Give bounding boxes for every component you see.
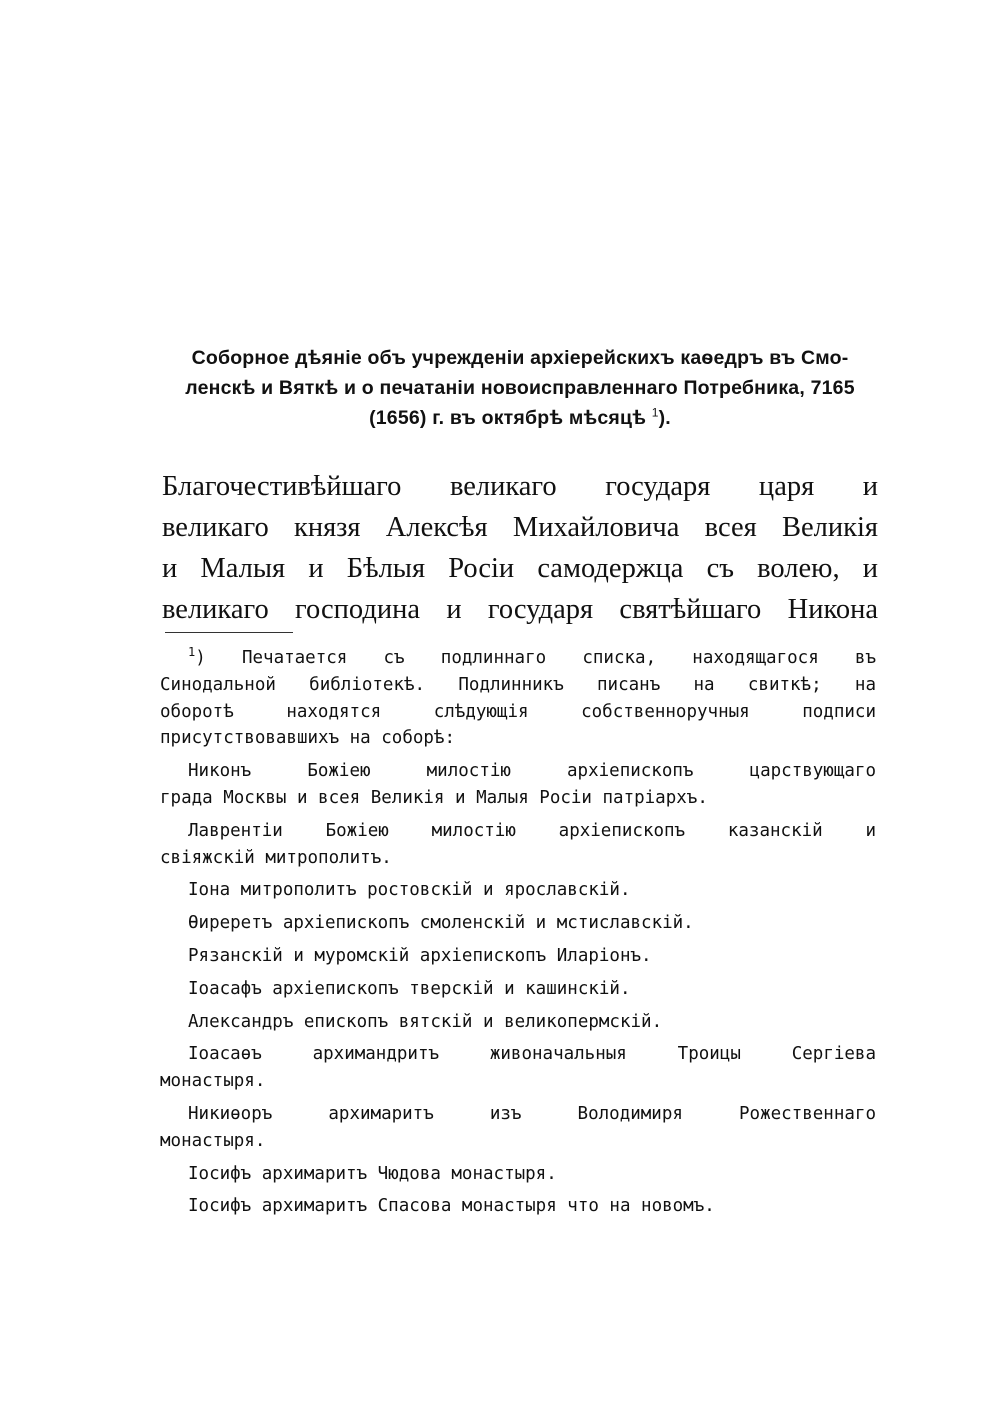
signature-line: Іосифъ архимаритъ Чюдова монастыря. bbox=[188, 1163, 557, 1184]
title-line: Соборное дѣяніе объ учрежденіи архіерейскихъ каѳедръ въ Смо- bbox=[191, 347, 849, 369]
signature-entry bbox=[160, 1009, 876, 1036]
signature-entry bbox=[160, 943, 876, 970]
signature-line: Никиѳоръ архимаритъ изъ Володимиря Рожественнаго bbox=[188, 1103, 876, 1124]
signature-line: Іосифъ архимаритъ Спасова монастыря что на новомъ. bbox=[188, 1196, 715, 1217]
signature-line: Никонъ Божіею милостію архіепископъ царствующаго bbox=[188, 761, 876, 782]
signature-entry bbox=[160, 818, 876, 872]
signature-line: свіяжскій митрополитъ. bbox=[160, 847, 392, 868]
title-end: ). bbox=[658, 407, 671, 429]
signature-line: Александръ епископъ вятскій и великопермскій. bbox=[188, 1011, 663, 1032]
signature-line: Іоасафъ архіепископъ тверскій и кашинскій. bbox=[188, 978, 631, 999]
signature-entry bbox=[160, 910, 876, 937]
footnote-line: присутствовавшихъ на соборѣ: bbox=[160, 728, 456, 749]
signature-line: Ѳиреретъ архіепископъ смоленскій и мстиславскій. bbox=[188, 913, 694, 934]
title-line: ленскѣ и Вяткѣ и о печатаніи новоисправленнаго Потребника, 7165 bbox=[185, 377, 855, 399]
signature-entry bbox=[160, 758, 876, 812]
footnote-line-text: ) Печатается съ подлиннаго списка, находящагося въ bbox=[195, 648, 876, 668]
main-text-line: великаго князя Алексѣя Михайловича всея Великія bbox=[162, 512, 878, 543]
main-text-line: и Малыя и Бѣлыя Росіи самодержца съ волею, и bbox=[162, 553, 878, 584]
title-line-text: (1656) г. въ октябрѣ мѣсяцѣ bbox=[369, 407, 647, 429]
footnote-line: Синодальной библіотекѣ. Подлинникъ писанъ на свиткѣ; на bbox=[160, 674, 876, 695]
main-text bbox=[162, 466, 878, 630]
signature-entry bbox=[160, 1041, 876, 1095]
signature-entry bbox=[160, 1161, 876, 1188]
main-text-line: великаго господина и государя святѣйшаго Никона bbox=[162, 594, 878, 625]
signature-line: Лаврентіи Божіею милостію архіепископъ казанскій и bbox=[188, 820, 876, 841]
footnote-line: оборотѣ находятся слѣдующія собственноручныя подписи bbox=[160, 701, 876, 722]
signature-line: Рязанскій и муромскій архіепископъ Иларіонъ. bbox=[188, 945, 652, 966]
signature-line: Іона митрополитъ ростовскій и ярославскій. bbox=[188, 880, 631, 901]
signature-entry bbox=[160, 877, 876, 904]
main-text-line: Благочестивѣйшаго великаго государя царя и bbox=[162, 471, 878, 502]
title-footnote-mark: 1 bbox=[651, 405, 659, 420]
document-title bbox=[160, 343, 880, 433]
signature-entry bbox=[160, 1101, 876, 1155]
footnote-separator bbox=[165, 632, 293, 633]
footnote bbox=[160, 645, 876, 1220]
signature-line: Іоасаѳъ архимандритъ живоначальныя Троицы Сергіева bbox=[188, 1044, 876, 1065]
title-line bbox=[160, 403, 880, 433]
signature-line: монастыря. bbox=[160, 1071, 266, 1092]
signature-line: монастыря. bbox=[160, 1130, 266, 1151]
signature-line: града Москвы и всея Великія и Малыя Росіи патріархъ. bbox=[160, 787, 708, 808]
signature-entry bbox=[160, 1193, 876, 1220]
footnote-mark: 1 bbox=[188, 645, 196, 660]
footnote-line bbox=[160, 645, 876, 672]
signature-entry bbox=[160, 976, 876, 1003]
